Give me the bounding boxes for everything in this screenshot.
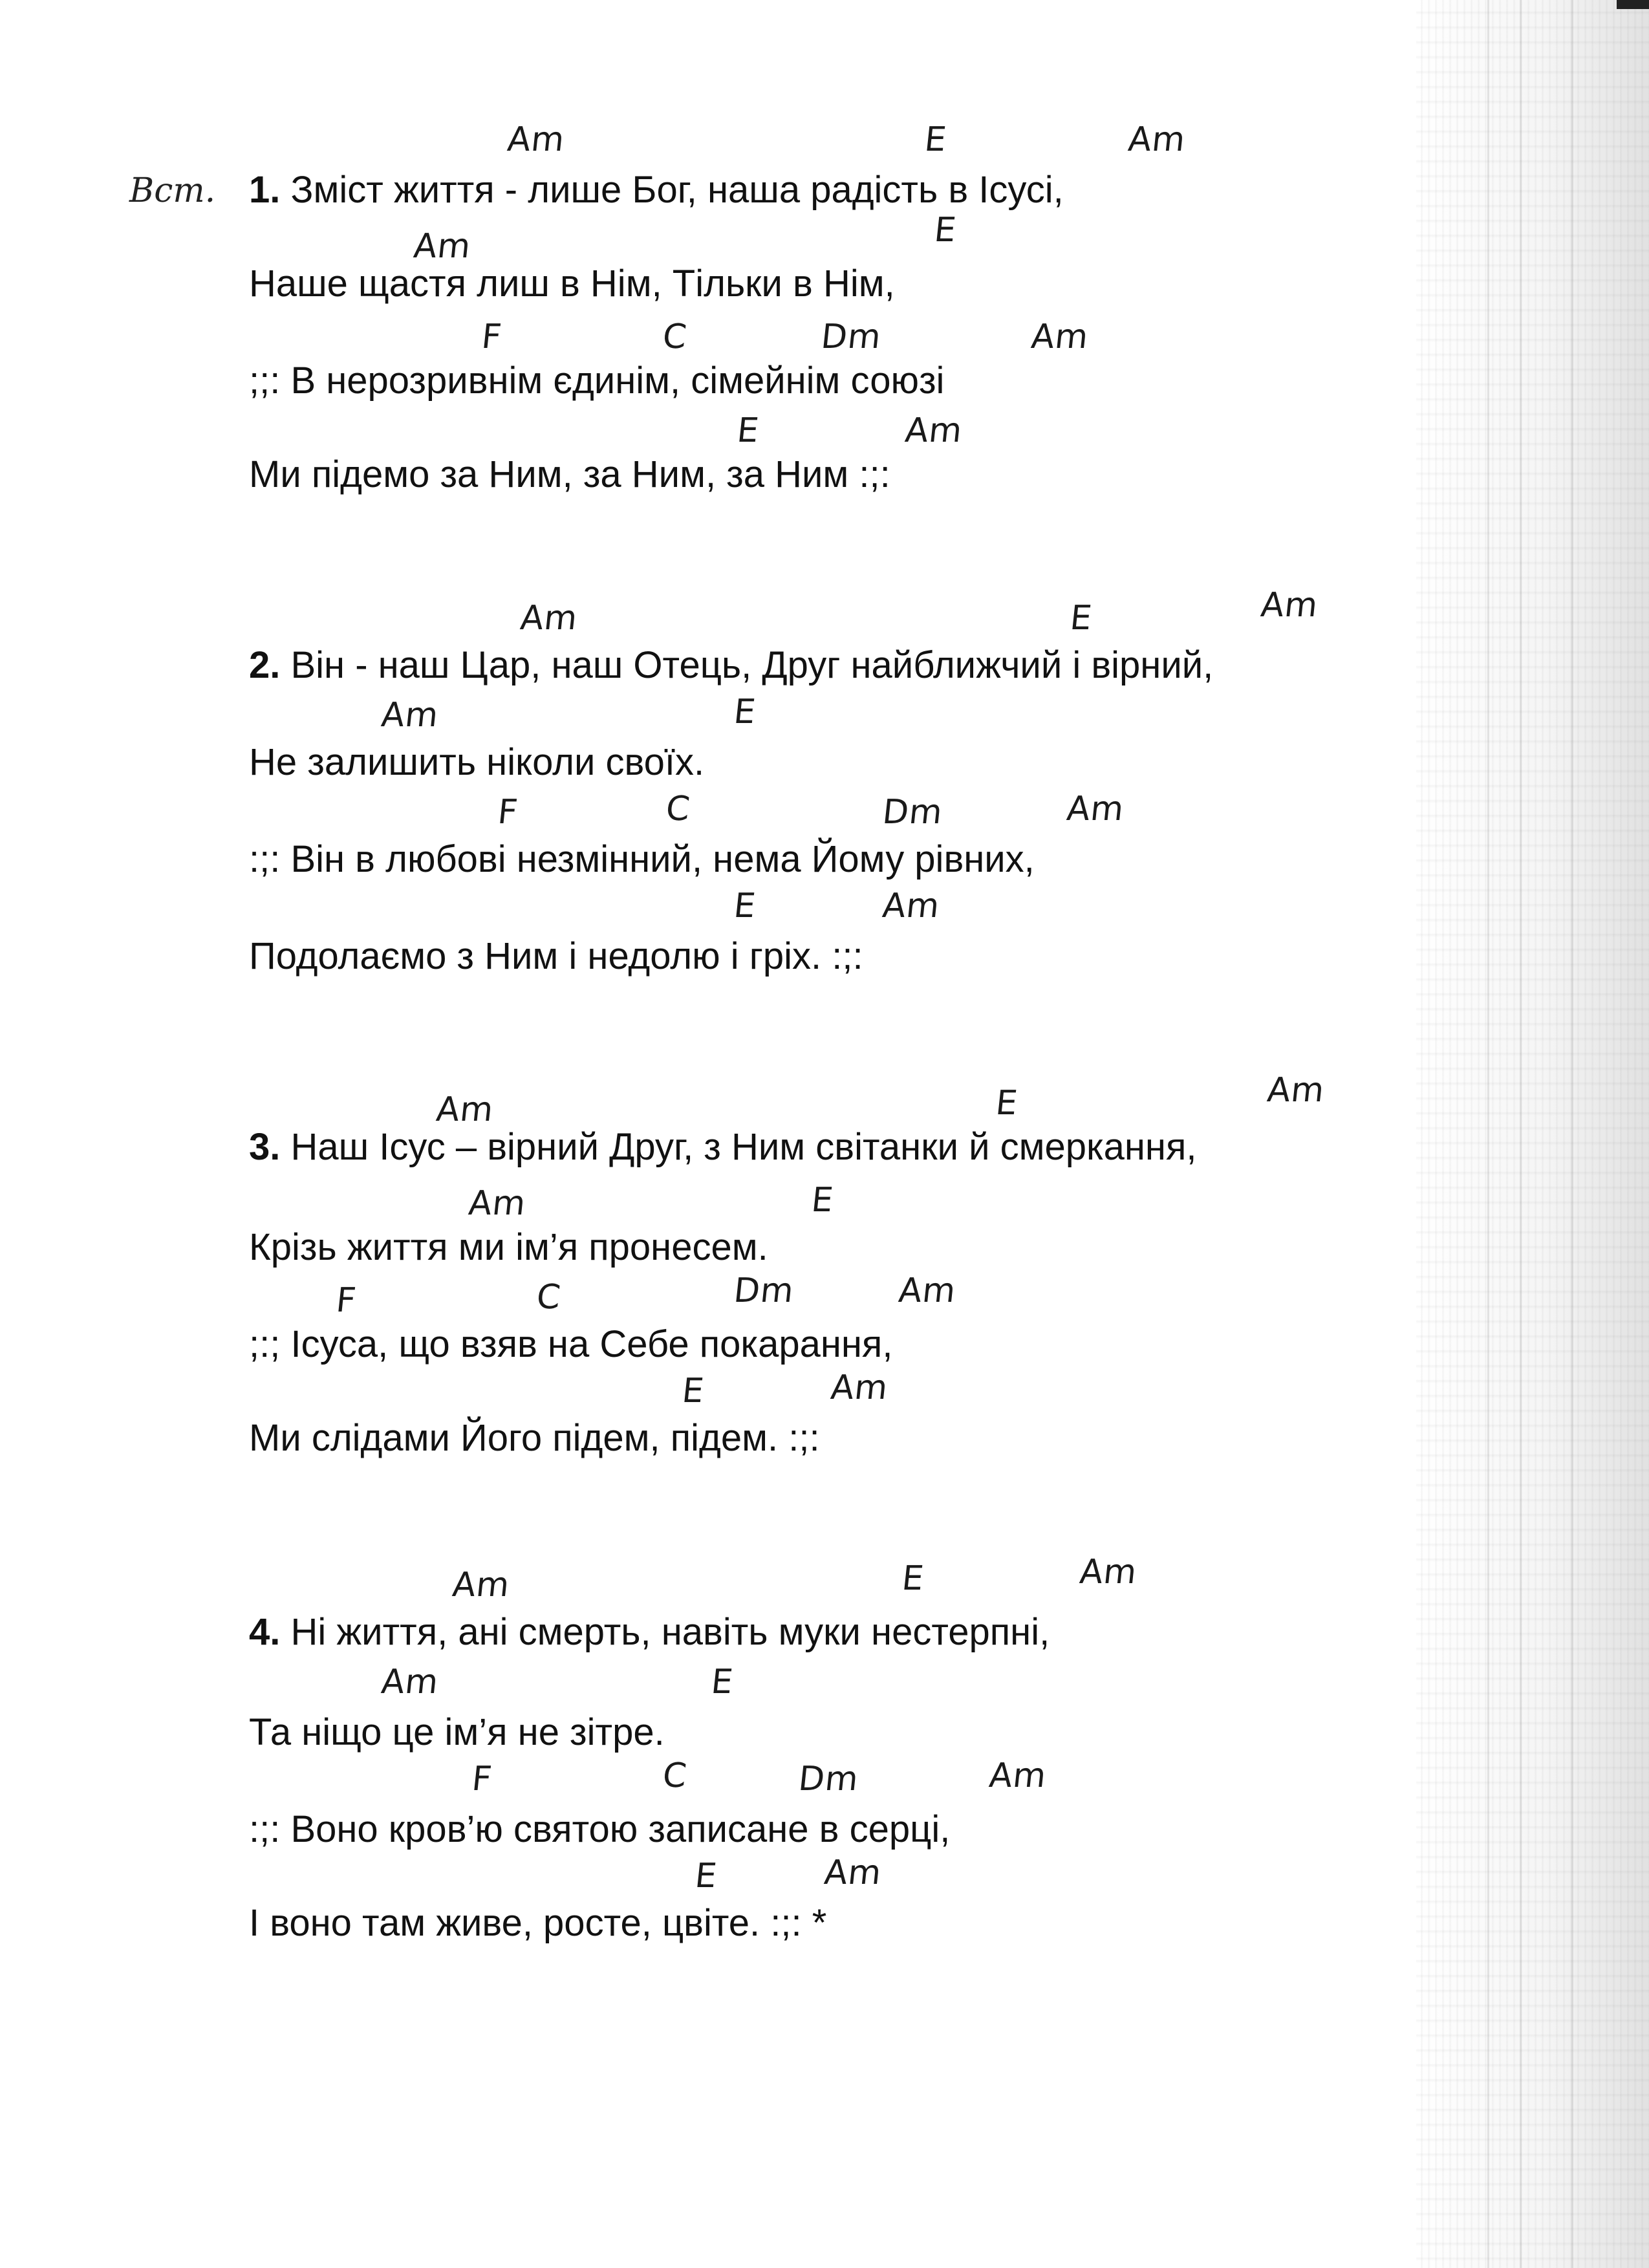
chord: Dm	[731, 1271, 796, 1310]
chord: E	[900, 1559, 927, 1598]
chord: Am	[1029, 318, 1091, 356]
chord: F	[334, 1281, 359, 1320]
chord: E	[922, 120, 949, 159]
verse-number: 2.	[249, 644, 281, 686]
chord: E	[1068, 599, 1095, 638]
chord: Am	[505, 120, 567, 159]
scan-edge-noise	[1416, 0, 1649, 2268]
chord: C	[663, 790, 693, 828]
chord: F	[495, 793, 521, 832]
chord: Am	[903, 411, 965, 450]
chord: C	[534, 1278, 563, 1317]
chord: E	[993, 1084, 1020, 1123]
lyric-line: 1. Зміст життя - лише Бог, наша радість в Ісусі,	[249, 169, 1064, 211]
chord: Am	[880, 887, 942, 925]
chord: Am	[896, 1271, 958, 1310]
chord: E	[680, 1372, 707, 1410]
chord: Am	[1064, 790, 1126, 828]
scan-streak	[1571, 0, 1573, 2268]
verse-number: 1.	[249, 169, 281, 211]
lyric-line: 3. Наш Ісус – вірний Друг, з Ним світанки й смеркання,	[249, 1126, 1197, 1168]
chord: Am	[822, 1853, 884, 1892]
chord: E	[731, 693, 759, 731]
chord: Am	[1258, 586, 1320, 625]
chord: Am	[1077, 1553, 1139, 1592]
chord: Am	[434, 1090, 496, 1129]
chord: F	[469, 1760, 495, 1798]
lyric-line: ;;: В нерозривнім єдинім, сімейнім союзі	[249, 360, 945, 402]
chord: F	[479, 318, 504, 356]
chord: Am	[379, 696, 441, 735]
lyric-line: І воно там живе, росте, цвіте. :;: *	[249, 1902, 827, 1944]
lyric-line: Не залишить ніколи своїх.	[249, 741, 705, 783]
lyric-line: ;:; Ісуса, що взяв на Себе покарання,	[249, 1323, 893, 1365]
chord: Am	[828, 1368, 890, 1407]
lyric-line: Та ніщо це ім’я не зітре.	[249, 1711, 665, 1753]
chord: E	[735, 411, 762, 450]
scan-streak	[1487, 0, 1489, 2268]
scan-corner-mark	[1617, 0, 1649, 9]
chord: C	[660, 318, 689, 356]
intro-label: Вст.	[129, 171, 216, 210]
chord: Am	[1265, 1071, 1327, 1110]
chord: Am	[1126, 120, 1188, 159]
chord: Am	[466, 1184, 528, 1223]
lyric-line: :;: Він в любові незмінний, нема Йому рівних,	[249, 838, 1035, 880]
lyric-line: Подолаємо з Ним і недолю і гріх. :;:	[249, 935, 863, 977]
chord: Am	[518, 599, 580, 638]
lyric-line: Крізь життя ми ім’я пронесем.	[249, 1226, 768, 1268]
lyric-line: Наше щастя лиш в Нім, Тільки в Нім,	[249, 263, 895, 305]
chord: E	[693, 1857, 720, 1895]
chord: E	[932, 211, 959, 250]
verse-number: 4.	[249, 1611, 281, 1653]
lyric-line: Ми підемо за Ним, за Ним, за Ним :;:	[249, 453, 890, 495]
chord: E	[731, 887, 759, 925]
scan-streak	[1520, 0, 1522, 2268]
chord: E	[809, 1181, 836, 1220]
verse-number: 3.	[249, 1126, 281, 1168]
chord: Am	[450, 1566, 512, 1604]
chord: Am	[411, 227, 473, 266]
chord: C	[660, 1756, 689, 1795]
lyric-line: 4. Ні життя, ані смерть, навіть муки нестерпні,	[249, 1611, 1050, 1653]
chord: Am	[987, 1756, 1049, 1795]
lyric-line: :;: Воно кров’ю святою записане в серці,	[249, 1808, 951, 1850]
chord: Am	[379, 1663, 441, 1701]
chord: E	[709, 1663, 736, 1701]
lyric-line: 2. Він - наш Цар, наш Отець, Друг найближчий і вірний,	[249, 644, 1214, 686]
chord: Dm	[796, 1760, 861, 1798]
chord: Dm	[880, 793, 945, 832]
lyric-line: Ми слідами Його підем, підем. :;:	[249, 1417, 820, 1459]
chord: Dm	[819, 318, 883, 356]
